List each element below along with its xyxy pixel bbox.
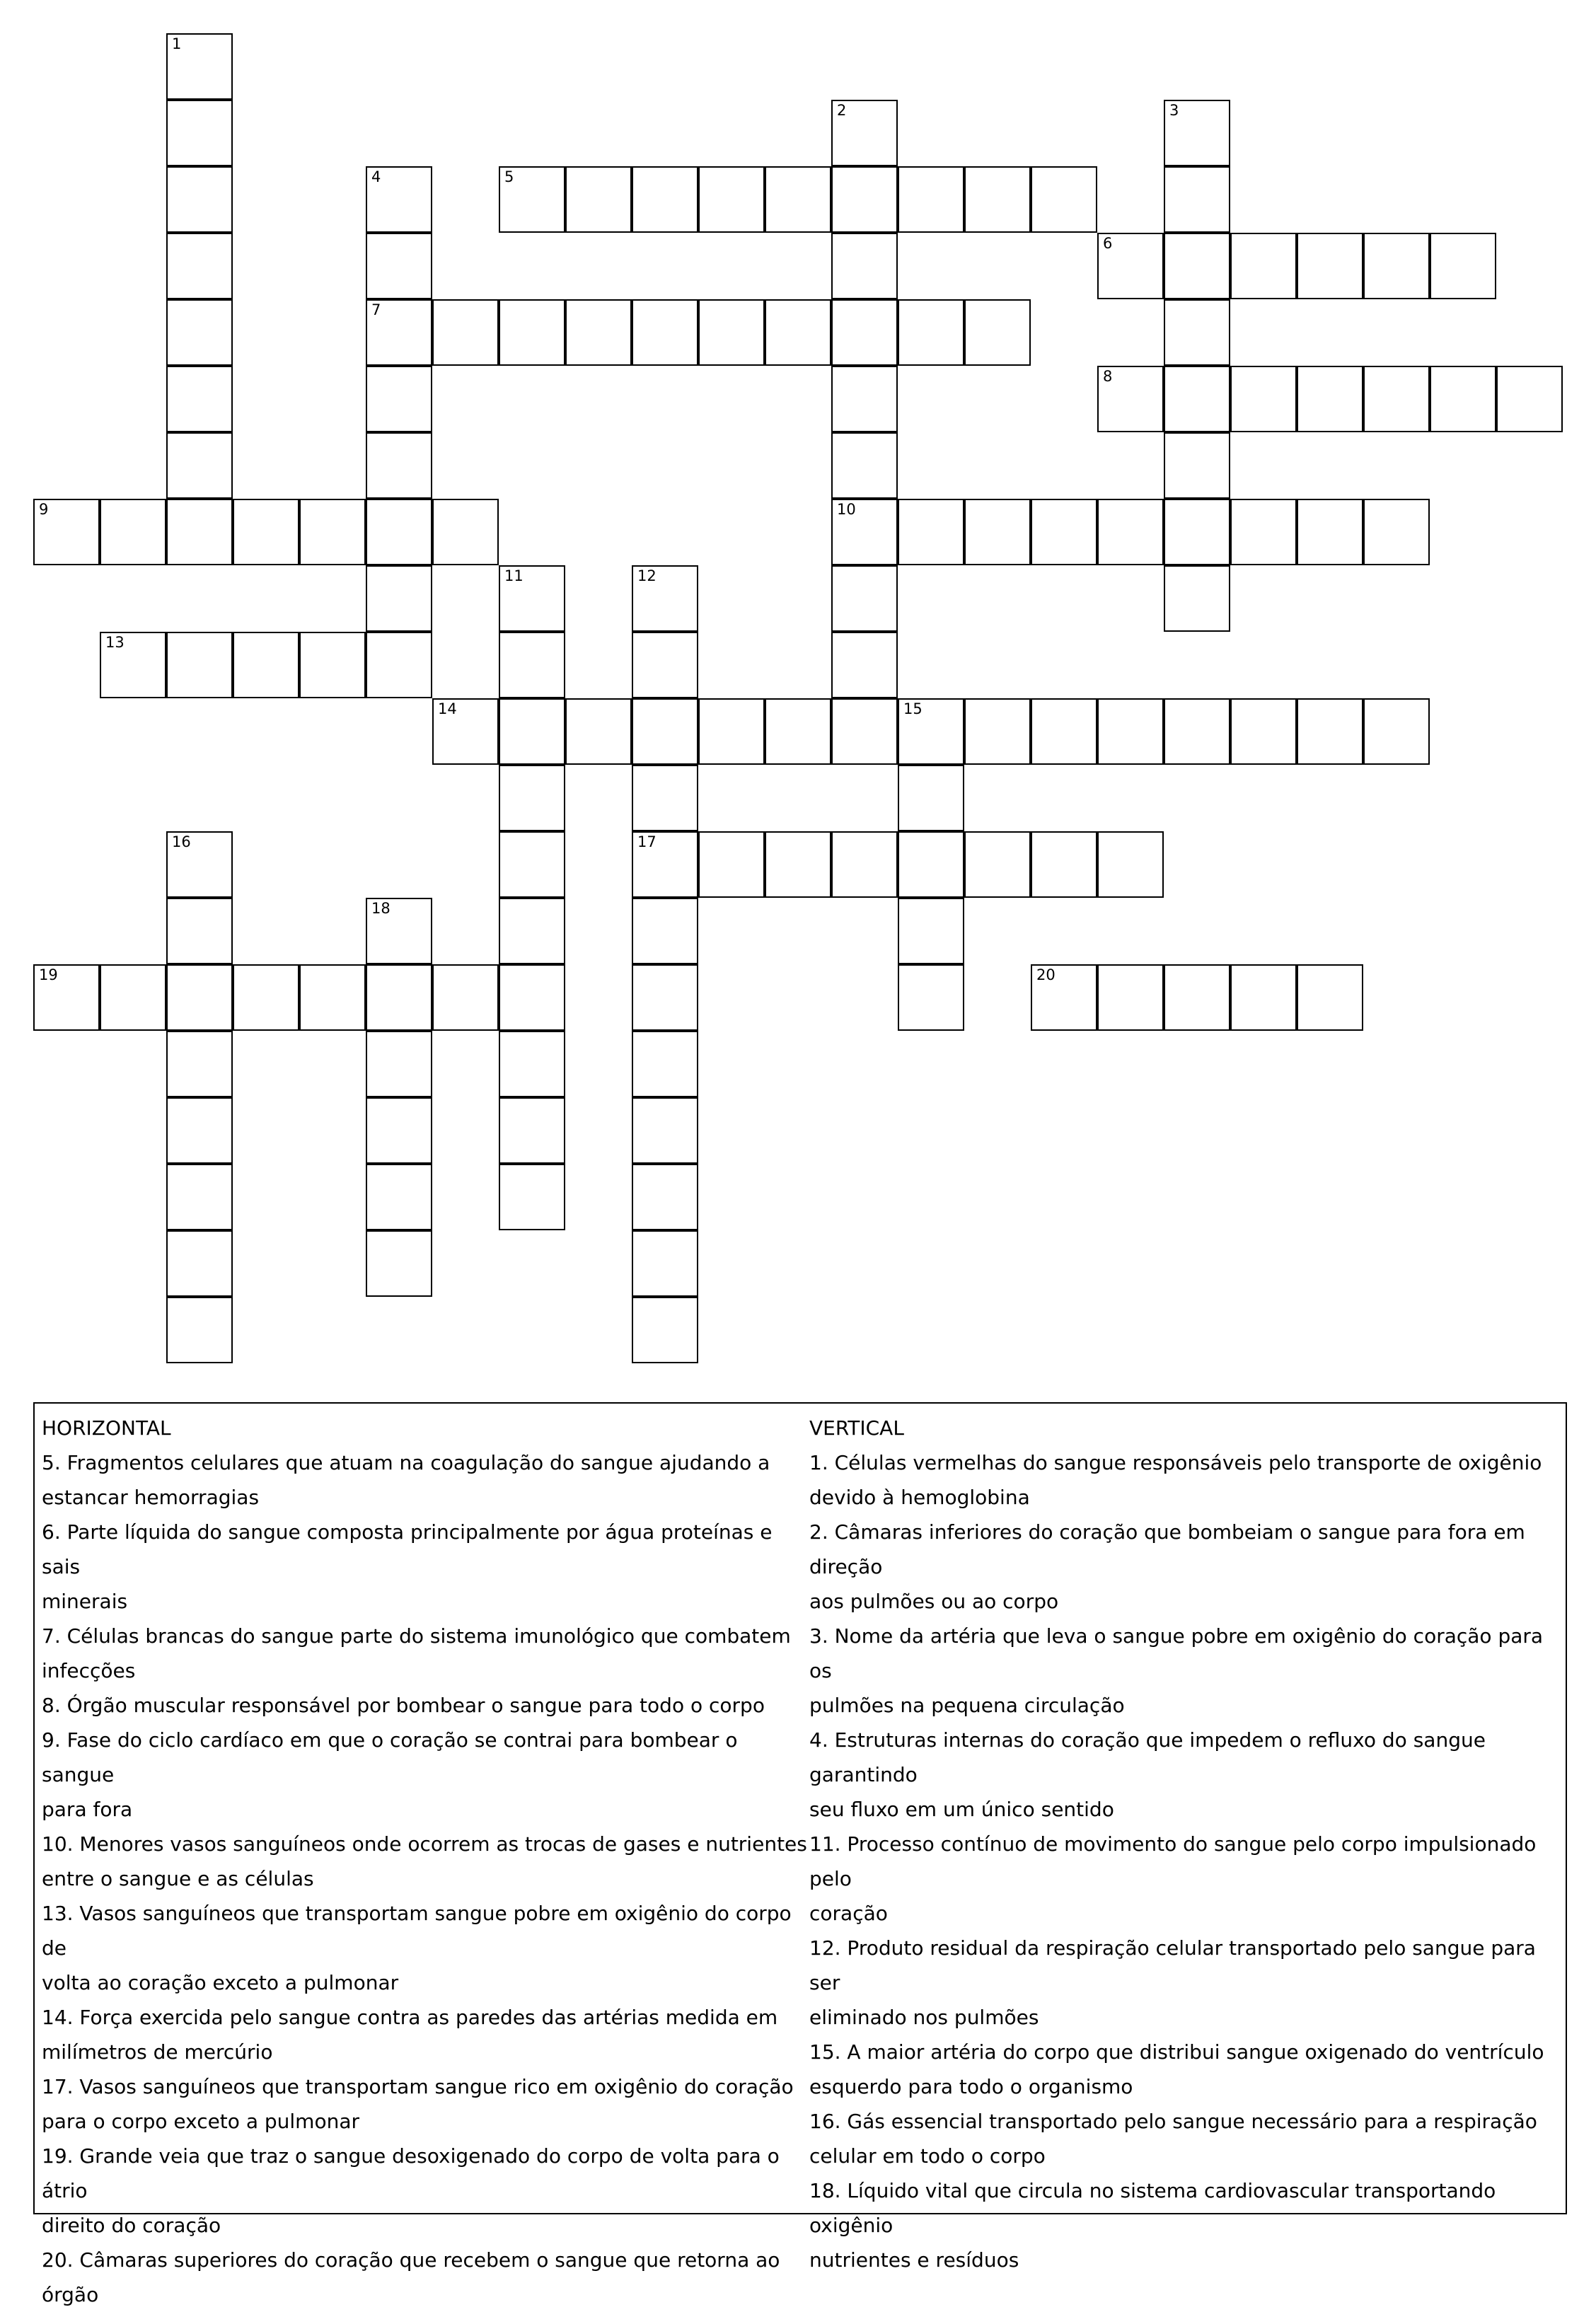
grid-cell[interactable] bbox=[1297, 698, 1363, 765]
grid-cell[interactable] bbox=[1164, 698, 1230, 765]
grid-cell[interactable] bbox=[366, 166, 432, 233]
grid-cell[interactable] bbox=[166, 964, 233, 1031]
grid-cell[interactable] bbox=[233, 632, 299, 698]
grid-cell[interactable] bbox=[1031, 698, 1097, 765]
grid-cell[interactable] bbox=[166, 432, 233, 499]
across-clue-line: 8. Órgão muscular responsável por bombear o sangue para todo o corpo bbox=[42, 1694, 765, 1717]
grid-cell[interactable] bbox=[166, 632, 233, 698]
grid-cell[interactable] bbox=[1031, 831, 1097, 898]
across-clue-line: 7. Células brancas do sangue parte do sistema imunológico que combatem bbox=[42, 1624, 791, 1648]
grid-cell[interactable] bbox=[898, 166, 964, 233]
clue-number: 6 bbox=[1103, 235, 1113, 252]
clue-number: 18 bbox=[371, 900, 391, 917]
grid-cell[interactable] bbox=[166, 299, 233, 366]
grid-cell[interactable] bbox=[499, 964, 565, 1031]
grid-cell[interactable] bbox=[964, 299, 1031, 366]
down-clue-line: esquerdo para todo o organismo bbox=[809, 2075, 1133, 2098]
clue-number: 7 bbox=[371, 301, 381, 318]
grid-cell[interactable] bbox=[432, 964, 499, 1031]
grid-cell[interactable] bbox=[632, 964, 698, 1031]
down-clue-line: celular em todo o corpo bbox=[809, 2144, 1046, 2168]
across-clue-line: 5. Fragmentos celulares que atuam na coagulação do sangue ajudando a bbox=[42, 1451, 770, 1474]
grid-cell[interactable] bbox=[632, 632, 698, 698]
grid-cell[interactable] bbox=[1164, 100, 1230, 166]
clue-number: 14 bbox=[438, 700, 457, 717]
grid-cell[interactable] bbox=[765, 831, 831, 898]
down-clue-line: 12. Produto residual da respiração celular transportado pelo sangue para ser bbox=[809, 1936, 1536, 1994]
grid-cell[interactable] bbox=[100, 632, 166, 698]
across-clue-line: volta ao coração exceto a pulmonar bbox=[42, 1971, 399, 1994]
across-clue-line: 14. Força exercida pelo sangue contra as paredes das artérias medida em bbox=[42, 2006, 778, 2029]
grid-cell[interactable] bbox=[366, 432, 432, 499]
grid-cell[interactable] bbox=[1164, 299, 1230, 366]
down-clue-line: 3. Nome da artéria que leva o sangue pobre em oxigênio do coração para os bbox=[809, 1624, 1544, 1682]
grid-cell[interactable] bbox=[166, 1031, 233, 1097]
across-clue-line: 10. Menores vasos sanguíneos onde ocorrem as trocas de gases e nutrientes bbox=[42, 1832, 807, 1856]
down-clue-line: 1. Células vermelhas do sangue responsáveis pelo transporte de oxigênio bbox=[809, 1451, 1542, 1474]
down-heading: VERTICAL bbox=[809, 1416, 904, 1440]
grid-cell[interactable] bbox=[831, 698, 898, 765]
across-clue-line: direito do coração bbox=[42, 2214, 221, 2237]
grid-cell[interactable] bbox=[166, 1097, 233, 1164]
across-clues-column bbox=[42, 1411, 809, 2312]
grid-cell[interactable] bbox=[831, 499, 898, 565]
grid-cell[interactable] bbox=[1164, 565, 1230, 632]
grid-cell[interactable] bbox=[366, 1097, 432, 1164]
grid-cell[interactable] bbox=[366, 1164, 432, 1230]
grid-cell[interactable] bbox=[366, 898, 432, 964]
grid-cell[interactable] bbox=[632, 1097, 698, 1164]
grid-cell[interactable] bbox=[366, 1230, 432, 1297]
down-clue-line: 11. Processo contínuo de movimento do sangue pelo corpo impulsionado pelo bbox=[809, 1832, 1537, 1890]
grid-cell[interactable] bbox=[1430, 366, 1496, 432]
across-clue-line: órgão bbox=[42, 2283, 99, 2306]
down-clue-line: 2. Câmaras inferiores do coração que bombeiam o sangue para fora em direção bbox=[809, 1520, 1525, 1578]
grid-cell[interactable] bbox=[1031, 499, 1097, 565]
grid-cell[interactable] bbox=[1097, 964, 1164, 1031]
grid-cell[interactable] bbox=[1230, 366, 1297, 432]
grid-cell[interactable] bbox=[831, 233, 898, 299]
across-clue-line: 6. Parte líquida do sangue composta principalmente por água proteínas e sais bbox=[42, 1520, 773, 1578]
grid-cell[interactable] bbox=[166, 499, 233, 565]
grid-cell[interactable] bbox=[765, 299, 831, 366]
grid-cell[interactable] bbox=[632, 565, 698, 632]
grid-cell[interactable] bbox=[565, 166, 632, 233]
across-clue-line: para o corpo exceto a pulmonar bbox=[42, 2110, 359, 2133]
grid-cell[interactable] bbox=[432, 299, 499, 366]
grid-cell[interactable] bbox=[366, 499, 432, 565]
grid-cell[interactable] bbox=[166, 233, 233, 299]
across-clue-line: 19. Grande veia que traz o sangue desoxigenado do corpo de volta para o átrio bbox=[42, 2144, 780, 2202]
grid-cell[interactable] bbox=[765, 698, 831, 765]
across-clue-line: 9. Fase do ciclo cardíaco em que o coração se contrai para bombear o sangue bbox=[42, 1728, 738, 1786]
grid-cell[interactable] bbox=[1031, 964, 1097, 1031]
grid-cell[interactable] bbox=[166, 33, 233, 100]
down-clue-line: 15. A maior artéria do corpo que distribui sangue oxigenado do ventrículo bbox=[809, 2040, 1544, 2064]
grid-cell[interactable] bbox=[499, 898, 565, 964]
grid-cell[interactable] bbox=[1363, 499, 1430, 565]
grid-cell[interactable] bbox=[964, 698, 1031, 765]
grid-cell[interactable] bbox=[632, 1164, 698, 1230]
down-clue-line: 18. Líquido vital que circula no sistema cardiovascular transportando oxigênio bbox=[809, 2179, 1496, 2237]
grid-cell[interactable] bbox=[166, 1164, 233, 1230]
grid-cell[interactable] bbox=[499, 166, 565, 233]
clue-number: 12 bbox=[637, 567, 657, 584]
grid-cell[interactable] bbox=[1164, 499, 1230, 565]
grid-cell[interactable] bbox=[366, 299, 432, 366]
down-clue-line: nutrientes e resíduos bbox=[809, 2248, 1019, 2272]
grid-cell[interactable] bbox=[499, 299, 565, 366]
clue-number: 15 bbox=[903, 700, 923, 717]
grid-cell[interactable] bbox=[898, 499, 964, 565]
grid-cell[interactable] bbox=[166, 100, 233, 166]
grid-cell[interactable] bbox=[1097, 366, 1164, 432]
grid-cell[interactable] bbox=[1363, 366, 1430, 432]
grid-cell[interactable] bbox=[366, 1031, 432, 1097]
grid-cell[interactable] bbox=[1297, 499, 1363, 565]
grid-cell[interactable] bbox=[166, 898, 233, 964]
grid-cell[interactable] bbox=[964, 831, 1031, 898]
grid-cell[interactable] bbox=[166, 166, 233, 233]
down-clue-line: coração bbox=[809, 1902, 888, 1925]
grid-cell[interactable] bbox=[366, 565, 432, 632]
grid-cell[interactable] bbox=[1097, 499, 1164, 565]
grid-cell[interactable] bbox=[1363, 698, 1430, 765]
clue-number: 3 bbox=[1169, 102, 1179, 119]
grid-cell[interactable] bbox=[632, 166, 698, 233]
grid-cell[interactable] bbox=[1031, 166, 1097, 233]
grid-cell[interactable] bbox=[1230, 698, 1297, 765]
grid-cell[interactable] bbox=[565, 698, 632, 765]
grid-cell[interactable] bbox=[831, 632, 898, 698]
grid-cell[interactable] bbox=[831, 100, 898, 166]
across-clue-line: 20. Câmaras superiores do coração que recebem o sangue que retorna ao bbox=[42, 2248, 780, 2272]
grid-cell[interactable] bbox=[233, 964, 299, 1031]
clue-number: 4 bbox=[371, 168, 381, 185]
across-clue-line: para fora bbox=[42, 1798, 133, 1821]
down-clues-column bbox=[809, 1411, 1559, 2277]
across-clue-line: estancar hemorragias bbox=[42, 1486, 260, 1509]
grid-cell[interactable] bbox=[698, 831, 765, 898]
grid-cell[interactable] bbox=[366, 233, 432, 299]
clue-number: 1 bbox=[172, 35, 182, 52]
grid-cell[interactable] bbox=[831, 831, 898, 898]
grid-cell[interactable] bbox=[299, 964, 366, 1031]
down-clue-line: devido à hemoglobina bbox=[809, 1486, 1030, 1509]
grid-cell[interactable] bbox=[1363, 233, 1430, 299]
grid-cell[interactable] bbox=[166, 831, 233, 898]
grid-cell[interactable] bbox=[432, 499, 499, 565]
down-clue-line: 4. Estruturas internas do coração que impedem o refluxo do sangue garantindo bbox=[809, 1728, 1486, 1786]
grid-cell[interactable] bbox=[1097, 233, 1164, 299]
grid-cell[interactable] bbox=[499, 632, 565, 698]
grid-cell[interactable] bbox=[1230, 233, 1297, 299]
down-clue-line: aos pulmões ou ao corpo bbox=[809, 1590, 1059, 1613]
grid-cell[interactable] bbox=[499, 1031, 565, 1097]
grid-cell[interactable] bbox=[632, 765, 698, 831]
across-clue-line: 17. Vasos sanguíneos que transportam sangue rico em oxigênio do coração bbox=[42, 2075, 794, 2098]
grid-cell[interactable] bbox=[1164, 432, 1230, 499]
grid-cell[interactable] bbox=[366, 632, 432, 698]
grid-cell[interactable] bbox=[1164, 366, 1230, 432]
clues-panel bbox=[33, 1402, 1567, 2306]
grid-cell[interactable] bbox=[898, 898, 964, 964]
across-clue-line: entre o sangue e as células bbox=[42, 1867, 314, 1890]
across-clue-line: milímetros de mercúrio bbox=[42, 2040, 273, 2064]
grid-cell[interactable] bbox=[499, 765, 565, 831]
grid-cell[interactable] bbox=[1297, 964, 1363, 1031]
grid-cell[interactable] bbox=[831, 299, 898, 366]
clue-number: 17 bbox=[637, 833, 657, 850]
grid-cell[interactable] bbox=[565, 299, 632, 366]
grid-cell[interactable] bbox=[166, 366, 233, 432]
grid-cell[interactable] bbox=[898, 299, 964, 366]
grid-cell[interactable] bbox=[366, 964, 432, 1031]
grid-cell[interactable] bbox=[698, 299, 765, 366]
grid-cell[interactable] bbox=[831, 166, 898, 233]
across-heading: HORIZONTAL bbox=[42, 1416, 171, 1440]
grid-cell[interactable] bbox=[233, 499, 299, 565]
grid-cell[interactable] bbox=[898, 698, 964, 765]
across-clue-line: 13. Vasos sanguíneos que transportam sangue pobre em oxigênio do corpo de bbox=[42, 1902, 792, 1960]
grid-cell[interactable] bbox=[765, 166, 831, 233]
grid-cell[interactable] bbox=[1297, 366, 1363, 432]
grid-cell[interactable] bbox=[898, 831, 964, 898]
grid-cell[interactable] bbox=[1164, 166, 1230, 233]
grid-cell[interactable] bbox=[166, 1297, 233, 1363]
grid-cell[interactable] bbox=[1297, 233, 1363, 299]
grid-cell[interactable] bbox=[632, 1297, 698, 1363]
grid-cell[interactable] bbox=[166, 1230, 233, 1297]
grid-cell[interactable] bbox=[432, 698, 499, 765]
grid-cell[interactable] bbox=[898, 765, 964, 831]
grid-cell[interactable] bbox=[1430, 233, 1496, 299]
grid-cell[interactable] bbox=[632, 698, 698, 765]
clue-number: 5 bbox=[504, 168, 514, 185]
across-clue-list bbox=[42, 1445, 809, 2312]
grid-cell[interactable] bbox=[632, 1031, 698, 1097]
down-clue-line: seu fluxo em um único sentido bbox=[809, 1798, 1114, 1821]
grid-cell[interactable] bbox=[1230, 964, 1297, 1031]
clue-number: 10 bbox=[837, 501, 856, 518]
grid-cell[interactable] bbox=[632, 1230, 698, 1297]
grid-cell[interactable] bbox=[1164, 964, 1230, 1031]
grid-cell[interactable] bbox=[33, 964, 100, 1031]
grid-cell[interactable] bbox=[898, 964, 964, 1031]
across-clue-line: infecções bbox=[42, 1659, 136, 1682]
grid-cell[interactable] bbox=[100, 499, 166, 565]
clue-number: 9 bbox=[39, 501, 49, 518]
clue-number: 20 bbox=[1036, 966, 1056, 983]
grid-cell[interactable] bbox=[366, 366, 432, 432]
grid-cell[interactable] bbox=[299, 632, 366, 698]
grid-cell[interactable] bbox=[499, 1097, 565, 1164]
grid-cell[interactable] bbox=[1496, 366, 1563, 432]
grid-cell[interactable] bbox=[831, 565, 898, 632]
grid-cell[interactable] bbox=[964, 499, 1031, 565]
grid-cell[interactable] bbox=[1097, 831, 1164, 898]
down-clue-line: 16. Gás essencial transportado pelo sangue necessário para a respiração bbox=[809, 2110, 1537, 2133]
grid-cell[interactable] bbox=[299, 499, 366, 565]
grid-cell[interactable] bbox=[1097, 698, 1164, 765]
grid-cell[interactable] bbox=[698, 698, 765, 765]
clue-number: 2 bbox=[837, 102, 847, 119]
clue-number: 16 bbox=[172, 833, 191, 850]
across-clue-line: minerais bbox=[42, 1590, 128, 1613]
clue-number: 8 bbox=[1103, 368, 1113, 385]
grid-cell[interactable] bbox=[499, 698, 565, 765]
grid-cell[interactable] bbox=[499, 1164, 565, 1230]
grid-cell[interactable] bbox=[964, 166, 1031, 233]
grid-cell[interactable] bbox=[831, 432, 898, 499]
grid-cell[interactable] bbox=[1230, 499, 1297, 565]
clue-number: 19 bbox=[39, 966, 58, 983]
down-clue-list bbox=[809, 1445, 1559, 2277]
clue-number: 13 bbox=[105, 634, 125, 651]
grid-cell[interactable] bbox=[1164, 233, 1230, 299]
grid-cell[interactable] bbox=[499, 831, 565, 898]
grid-cell[interactable] bbox=[33, 499, 100, 565]
clue-number: 11 bbox=[504, 567, 524, 584]
grid-cell[interactable] bbox=[698, 166, 765, 233]
grid-cell[interactable] bbox=[100, 964, 166, 1031]
down-clue-line: eliminado nos pulmões bbox=[809, 2006, 1039, 2029]
down-clue-line: pulmões na pequena circulação bbox=[809, 1694, 1125, 1717]
grid-cell[interactable] bbox=[499, 565, 565, 632]
grid-cell[interactable] bbox=[632, 898, 698, 964]
grid-cell[interactable] bbox=[632, 831, 698, 898]
grid-cell[interactable] bbox=[831, 366, 898, 432]
grid-cell[interactable] bbox=[632, 299, 698, 366]
